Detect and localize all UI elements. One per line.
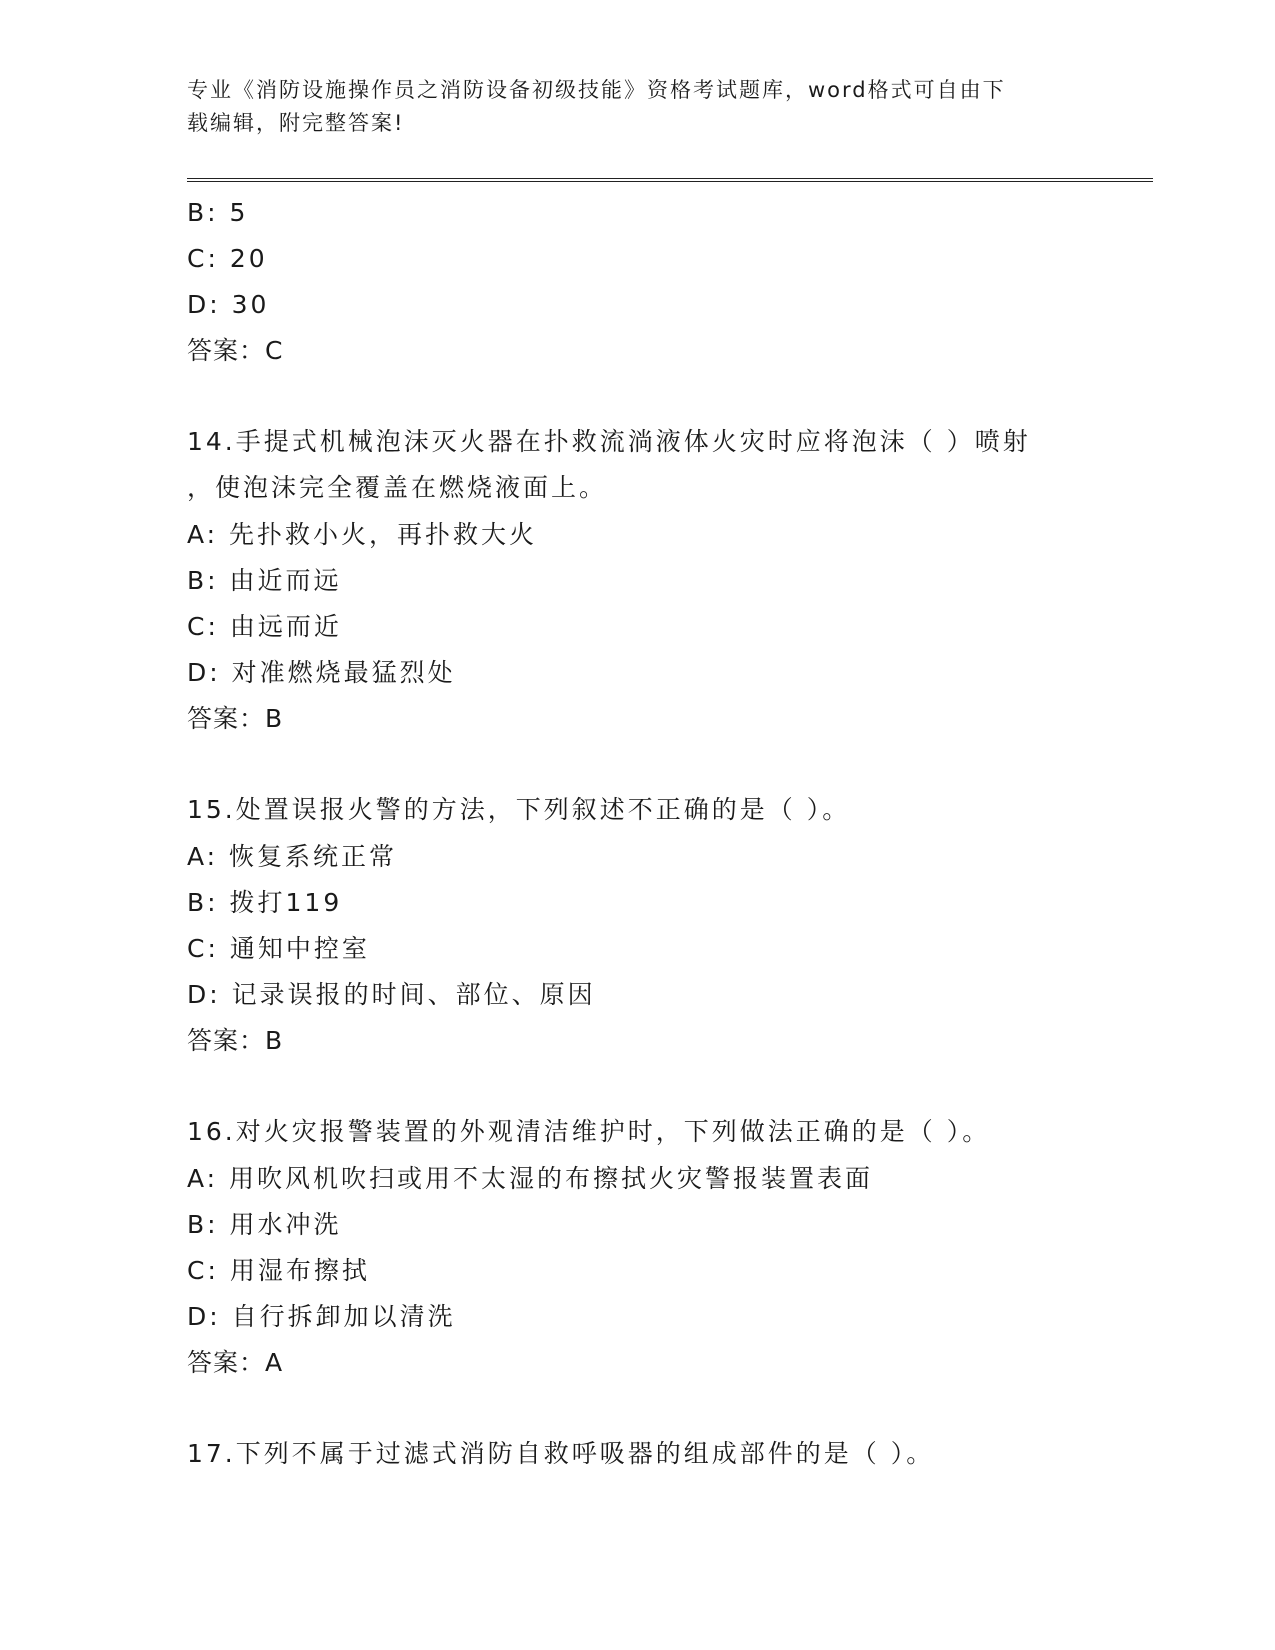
option-d: D: 记录误报的时间、部位、原因: [187, 980, 596, 1009]
question-14: [187, 420, 1157, 742]
question-stem: 17.下列不属于过滤式消防自救呼吸器的组成部件的是（ ）。: [187, 1439, 935, 1468]
header-line-1: 专业《消防设施操作员之消防设备初级技能》资格考试题库，word格式可自由下: [187, 78, 1006, 102]
question-16: [187, 1110, 1157, 1386]
option-b: B: 拨打119: [187, 888, 343, 917]
header-line-2: 载编辑，附完整答案!: [187, 111, 405, 135]
option-c: C: 通知中控室: [187, 934, 370, 963]
question-stem: 16.对火灾报警装置的外观清洁维护时，下列做法正确的是（ ）。: [187, 1117, 991, 1146]
option-d: D: 30: [187, 290, 270, 319]
question-stem: 15.处置误报火警的方法，下列叙述不正确的是（ ）。: [187, 795, 851, 824]
header-divider: [187, 178, 1153, 182]
answer: 答案：B: [187, 1026, 284, 1055]
question-stem-line-2: ，使泡沫完全覆盖在燃烧液面上。: [187, 473, 608, 502]
option-c: C: 20: [187, 244, 268, 273]
question-list: [187, 190, 1157, 1478]
option-d: D: 自行拆卸加以清洗: [187, 1302, 456, 1331]
option-b: B: 由近而远: [187, 566, 342, 595]
page-header: [187, 74, 1087, 140]
option-a: A: 用吹风机吹扫或用不太湿的布擦拭火灾警报装置表面: [187, 1164, 874, 1193]
answer: 答案：B: [187, 704, 284, 733]
option-c: C: 用湿布擦拭: [187, 1256, 370, 1285]
answer: 答案：A: [187, 1348, 284, 1377]
question-13-continued: [187, 190, 1157, 374]
question-15: [187, 788, 1157, 1064]
question-stem-line-1: 14.手提式机械泡沫灭火器在扑救流淌液体火灾时应将泡沫（ ）喷射: [187, 427, 1031, 456]
option-b: B: 用水冲洗: [187, 1210, 342, 1239]
option-a: A: 先扑救小火，再扑救大火: [187, 520, 538, 549]
question-17: [187, 1432, 1157, 1478]
option-c: C: 由远而近: [187, 612, 342, 641]
answer: 答案：C: [187, 336, 284, 365]
option-d: D: 对准燃烧最猛烈处: [187, 658, 456, 687]
option-b: B: 5: [187, 198, 249, 227]
option-a: A: 恢复系统正常: [187, 842, 398, 871]
